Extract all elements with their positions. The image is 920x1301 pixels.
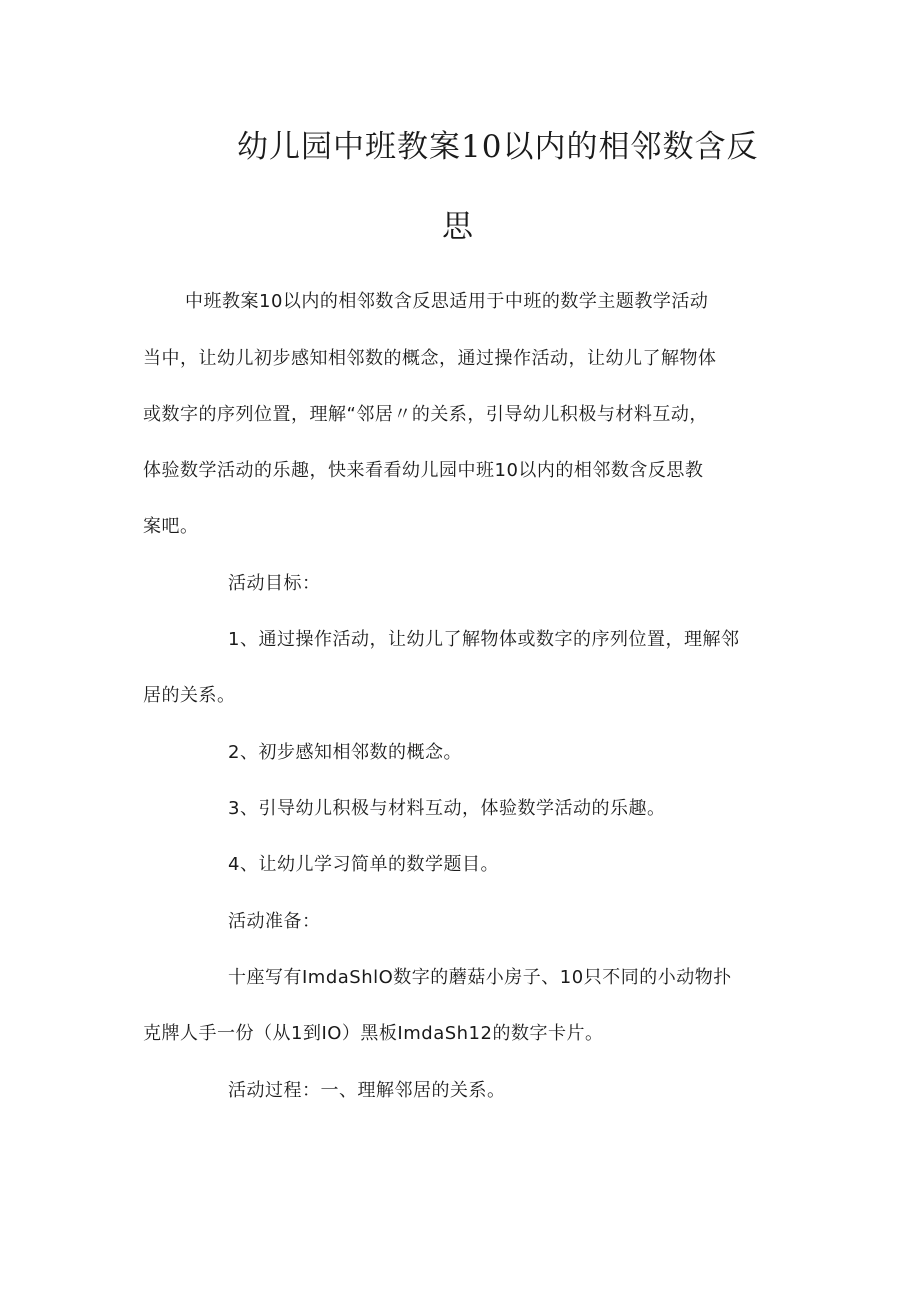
intro-line-2: 当中，让幼儿初步感知相邻数的概念，通过操作活动，让幼儿了解物体 (143, 348, 717, 369)
process-heading: 活动过程：一、理解邻居的关系。 (228, 1080, 506, 1101)
goal-1-line-1: 1、通过操作活动，让幼儿了解物体或数字的序列位置，理解邻 (228, 629, 740, 650)
intro-line-1: 中班教案10以内的相邻数含反思适用于中班的数学主题教学活动 (185, 291, 709, 312)
document-title-line-1: 幼儿园中班教案10以内的相邻数含反 (237, 129, 759, 165)
prep-line-1: 十座写有ImdaShlO数字的蘑菇小房子、10只不同的小动物扑 (228, 967, 732, 988)
goal-1-line-2: 居的关系。 (143, 685, 236, 706)
prep-line-2: 克牌人手一份（从1到IO）黑板ImdaSh12的数字卡片。 (143, 1023, 604, 1044)
document-title-line-2: 思 (442, 209, 474, 245)
goal-3: 3、引导幼儿积极与材料互动，体验数学活动的乐趣。 (228, 798, 666, 819)
goals-heading: 活动目标： (228, 573, 321, 594)
intro-line-3: 或数字的序列位置，理解“邻居〃的关系，引导幼儿积极与材料互动， (143, 404, 708, 425)
intro-line-4: 体验数学活动的乐趣，快来看看幼儿园中班10以内的相邻数含反思教 (143, 460, 704, 481)
goal-2: 2、初步感知相邻数的概念。 (228, 742, 462, 763)
prep-heading: 活动准备： (228, 911, 321, 932)
goal-4: 4、让幼儿学习简单的数学题目。 (228, 854, 499, 875)
intro-line-5: 案吧。 (143, 516, 199, 537)
